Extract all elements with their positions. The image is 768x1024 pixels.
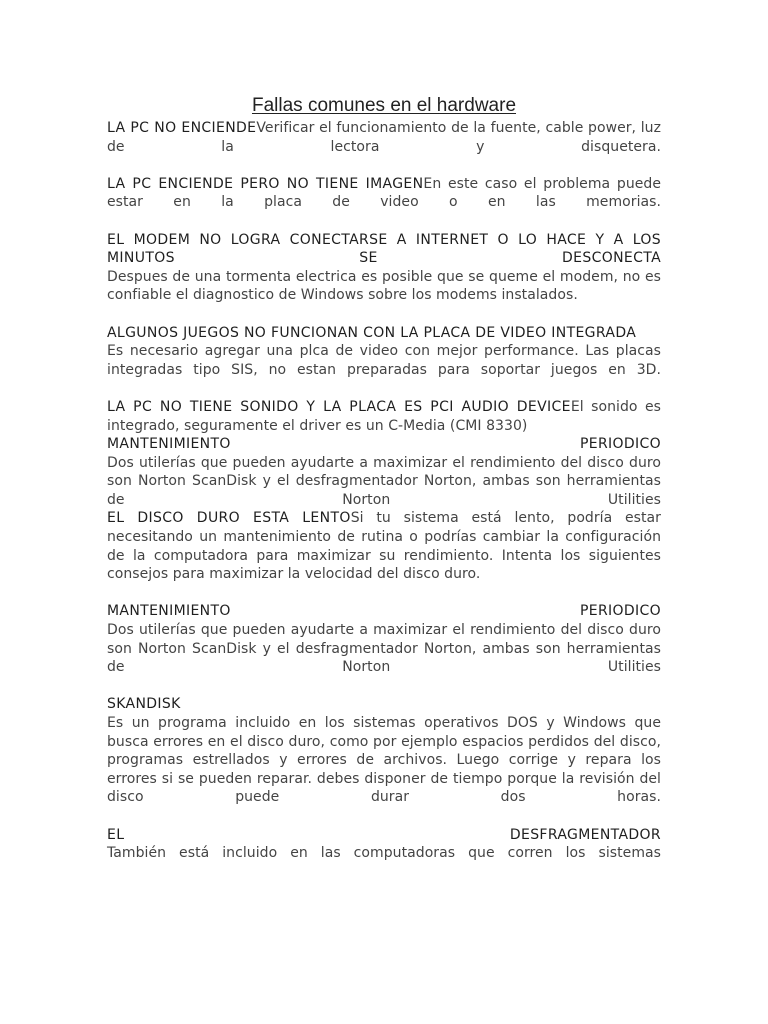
- section-body: El sonido es integrado, seguramente el driver es un C-Media (CMI 8330): [107, 398, 661, 434]
- section-juegos-placa-video: [107, 324, 661, 380]
- section-heading: MANTENIMIENTO PERIODICO: [107, 436, 661, 453]
- section-body: En este caso el problema puede estar en la placa de video o en las memorias.: [107, 175, 661, 211]
- section-modem: [107, 231, 661, 305]
- section-heading: SKANDISK: [107, 696, 181, 713]
- section-body: Despues de una tormenta electrica es posible que se queme el modem, no es confiable el diagnostico de Windows sobre los modems instalados.: [107, 268, 661, 304]
- section-heading: EL MODEM NO LOGRA CONECTARSE A INTERNET O LO HACE Y A LOS MINUTOS SE DESCONECTA: [107, 231, 661, 267]
- section-mantenimiento-periodico-1: [107, 435, 661, 509]
- document-page: [107, 95, 661, 863]
- section-la-pc-no-enciende: [107, 119, 661, 156]
- section-body: Es necesario agregar una plca de video con mejor performance. Las placas integradas tipo SIS, no estan preparadas para soportar juegos en 3D.: [107, 343, 661, 378]
- section-heading: EL DISCO DURO ESTA LENTO: [107, 510, 351, 527]
- section-body: Si tu sistema está lento, podría estar necesitando un mantenimiento de rutina o podrías cambiar la configuración de la computadora para maximizar su rendimiento. Intenta los siguientes consejos para maximizar la velocidad del disco duro.: [107, 510, 661, 583]
- section-disco-duro-lento: [107, 509, 661, 583]
- section-sonido: [107, 398, 661, 435]
- section-desfragmentador: [107, 826, 661, 863]
- section-heading: EL DESFRAGMENTADOR: [107, 826, 661, 843]
- section-body: Dos utilerías que pueden ayudarte a maximizar el rendimiento del disco duro son Norton ScanDisk y el desfragmentador Norton, ambas son herramientas de Norton Utilities: [107, 622, 661, 676]
- section-heading: LA PC ENCIENDE PERO NO TIENE IMAGEN: [107, 175, 424, 192]
- section-enciende-sin-imagen: [107, 175, 661, 212]
- section-mantenimiento-periodico-2: [107, 602, 661, 676]
- section-body: Dos utilerías que pueden ayudarte a maximizar el rendimiento del disco duro son Norton ScanDisk y el desfragmentador Norton, ambas son herramientas de Norton Utilities: [107, 454, 661, 508]
- section-heading: LA PC NO ENCIENDE: [107, 120, 257, 136]
- section-heading: ALGUNOS JUEGOS NO FUNCIONAN CON LA PLACA DE VIDEO INTEGRADA: [107, 324, 637, 341]
- section-body: Es un programa incluido en los sistemas operativos DOS y Windows que busca errores en el disco duro, como por ejemplo espacios perdidos del disco, programas estrellados y errores de archivos. Luego corrige y repara los errores si se pueden reparar. debes disponer de tiempo porque la revisión del disco puede durar dos horas.: [107, 715, 661, 806]
- section-body: También está incluido en las computadoras que corren los sistemas: [107, 845, 661, 862]
- section-skandisk: [107, 695, 661, 807]
- document-title: Fallas comunes en el hardware: [251, 95, 517, 116]
- section-heading: MANTENIMIENTO PERIODICO: [107, 603, 661, 620]
- section-body: Verificar el funcionamiento de la fuente, cable power, luz de la lectora y disquetera.: [107, 120, 661, 155]
- section-heading: LA PC NO TIENE SONIDO Y LA PLACA ES PCI AUDIO DEVICE: [107, 398, 571, 415]
